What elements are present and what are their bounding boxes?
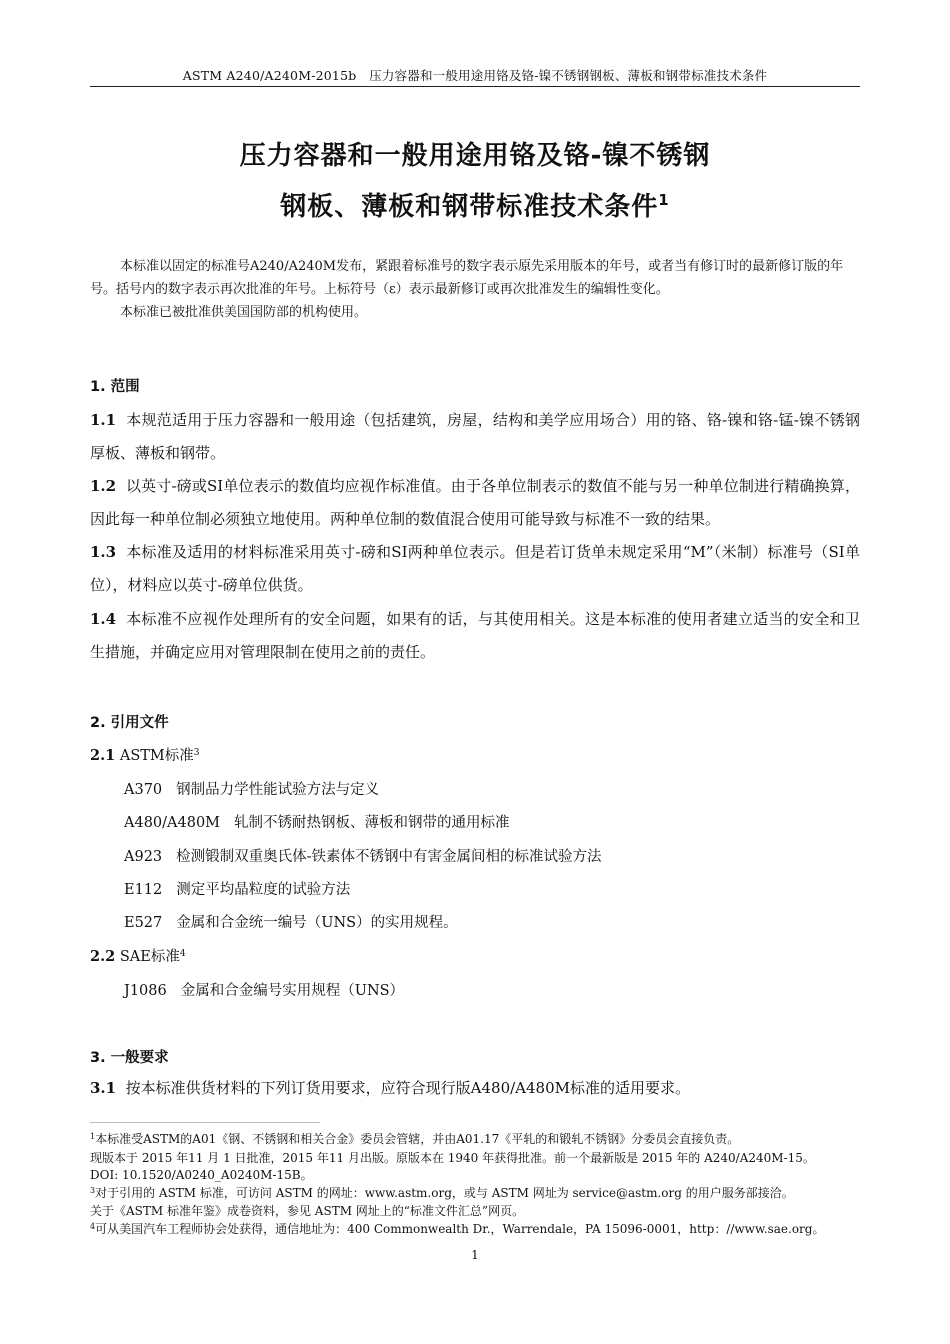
- title-line-1-text: 压力容器和一般用途用铬及铬-镍不锈钢: [239, 141, 711, 171]
- footnote-mark: 3: [90, 1185, 96, 1195]
- reference-title: 轧制不锈耐热钢板、薄板和钢带的通用标准: [234, 815, 510, 831]
- footnote-3-cont: [90, 1203, 870, 1221]
- reference-item: [124, 778, 379, 799]
- footnote-1: [90, 1131, 870, 1150]
- clause-1-2-number: 1.2: [90, 477, 117, 495]
- reference-title: 检测锻制双重奥氏体-铁素体不锈钢中有害金属间相的标准试验方法: [176, 849, 602, 865]
- footnote-mark: 4: [90, 1221, 96, 1231]
- title-line-2: [90, 186, 860, 223]
- footnote-4: [90, 1221, 870, 1240]
- reference-code: A923: [124, 849, 163, 865]
- footnote-text: 对于引用的 ASTM 标准，可访问 ASTM 的网址：www.astm.org，或与 ASTM 网址为 service@astm.org 的用户服务部接洽。: [95, 1185, 794, 1200]
- reference-item: [124, 878, 350, 899]
- clause-1-3-text: 本标准及适用的材料标准采用英寸-磅和SI两种单位表示。但是若订货单未规定采用“M”（米制）标准号（SI单位），材料应以英寸-磅单位供货。: [90, 543, 861, 594]
- page-number: 1: [471, 1248, 479, 1262]
- clause-2-1-footnote-mark: 3: [193, 748, 200, 758]
- footnotes: [90, 1131, 870, 1239]
- clause-2-2-number: 2.2: [90, 948, 116, 965]
- clause-2-2: [90, 945, 186, 966]
- reference-code: A370: [124, 782, 163, 798]
- clause-1-2: [90, 470, 860, 536]
- reference-code: J1086: [124, 983, 167, 999]
- footnote-text: 现版本于 2015 年11 月 1 日批准，2015 年11 月出版。原版本在 1940 年获得批准。前一个最新版是 2015 年的 A240/A240M-15。: [90, 1150, 815, 1165]
- title-line-1: [90, 135, 860, 172]
- running-header: ASTM A240/A240M-2015b 压力容器和一般用途用铬及铬-镍不锈钢钢板、薄板和钢带标准技术条件: [182, 68, 768, 83]
- clause-1-1-number: 1.1: [90, 411, 117, 429]
- clause-2-2-footnote-mark: 4: [179, 949, 186, 959]
- footnote-mark: 1: [90, 1132, 96, 1141]
- intro-paragraph-1: 本标准以固定的标准号A240/A240M发布，紧跟着标准号的数字表示原先采用版本的年号，或者当有修订时的最新修订版的年号。括号内的数字表示再次批准的年号。上标符号（ε）表示最新修订或再次批准发生的编辑性变化。: [90, 259, 844, 297]
- clause-2-1-label: ASTM标准: [119, 748, 194, 764]
- clause-3-1: [90, 1072, 860, 1105]
- reference-item: [124, 845, 602, 866]
- clause-1-1-text: 本规范适用于压力容器和一般用途（包括建筑，房屋，结构和美学应用场合）用的铬、铬-镍和铬-锰-镍不锈钢厚板、薄板和钢带。: [90, 411, 860, 462]
- title-footnote-mark: 1: [658, 191, 670, 209]
- reference-title: 金属和合金统一编号（UNS）的实用规程。: [176, 915, 458, 931]
- clause-2-1: [90, 744, 200, 765]
- clause-2-2-label: SAE标准: [119, 949, 180, 965]
- footnote-rule: [90, 1122, 320, 1123]
- reference-title: 钢制品力学性能试验方法与定义: [176, 782, 380, 798]
- reference-item: [124, 811, 510, 832]
- reference-item: [124, 979, 404, 1000]
- footnote-text: 可从美国汽车工程师协会处获得，通信地址为：400 Commonwealth Dr.，Warrendale，PA 15096-0001，http：//www.sae.org。: [95, 1221, 825, 1236]
- header-rule: [90, 86, 860, 87]
- footnote-1-doi: [90, 1167, 870, 1185]
- clause-1-4-number: 1.4: [90, 610, 117, 628]
- reference-item: [124, 911, 458, 932]
- intro-paragraph-2: 本标准已被批准供美国国防部的机构使用。: [120, 305, 368, 320]
- footnote-3: [90, 1185, 870, 1204]
- reference-title: 测定平均晶粒度的试验方法: [176, 882, 351, 898]
- clause-1-3-number: 1.3: [90, 543, 117, 561]
- clause-1-4-text: 本标准不应视作处理所有的安全问题，如果有的话，与其使用相关。这是本标准的使用者建立适当的安全和卫生措施，并确定应用对管理限制在使用之前的责任。: [90, 610, 860, 661]
- section-1-heading: 1. 范围: [90, 379, 140, 395]
- clause-2-1-number: 2.1: [90, 747, 116, 764]
- title-line-2-text: 钢板、薄板和钢带标准技术条件: [280, 192, 659, 222]
- clause-1-1: [90, 404, 860, 470]
- reference-title: 金属和合金编号实用规程（UNS）: [180, 983, 405, 999]
- section-3-heading: 3. 一般要求: [90, 1050, 169, 1066]
- clause-3-1-text: 按本标准供货材料的下列订货用要求，应符合现行版A480/A480M标准的适用要求。: [125, 1079, 690, 1097]
- clause-1-4: [90, 603, 860, 669]
- reference-code: A480/A480M: [124, 815, 221, 831]
- section-2-heading: 2. 引用文件: [90, 715, 169, 731]
- clause-1-3: [90, 536, 860, 602]
- reference-code: E112: [124, 882, 163, 898]
- intro-block: [90, 255, 860, 324]
- footnote-text: 关于《ASTM 标准年鉴》成卷资料，参见 ASTM 网址上的“标准文件汇总”网页。: [90, 1204, 525, 1218]
- footnote-text: 本标准受ASTM的A01《钢、不锈钢和相关合金》委员会管辖，并由A01.17《平轧的和锻轧不锈钢》分委员会直接负责。: [95, 1132, 740, 1146]
- footnote-text: DOI: 10.1520/A0240_A0240M-15B。: [90, 1168, 313, 1182]
- clause-3-1-number: 3.1: [90, 1079, 117, 1097]
- clause-1-2-text: 以英寸-磅或SI单位表示的数值均应视作标准值。由于各单位制表示的数值不能与另一种单位制进行精确换算，因此每一种单位制必须独立地使用。两种单位制的数值混合使用可能导致与标准不一致的结果。: [90, 477, 860, 528]
- reference-code: E527: [124, 915, 163, 931]
- footnote-1-cont: [90, 1150, 870, 1168]
